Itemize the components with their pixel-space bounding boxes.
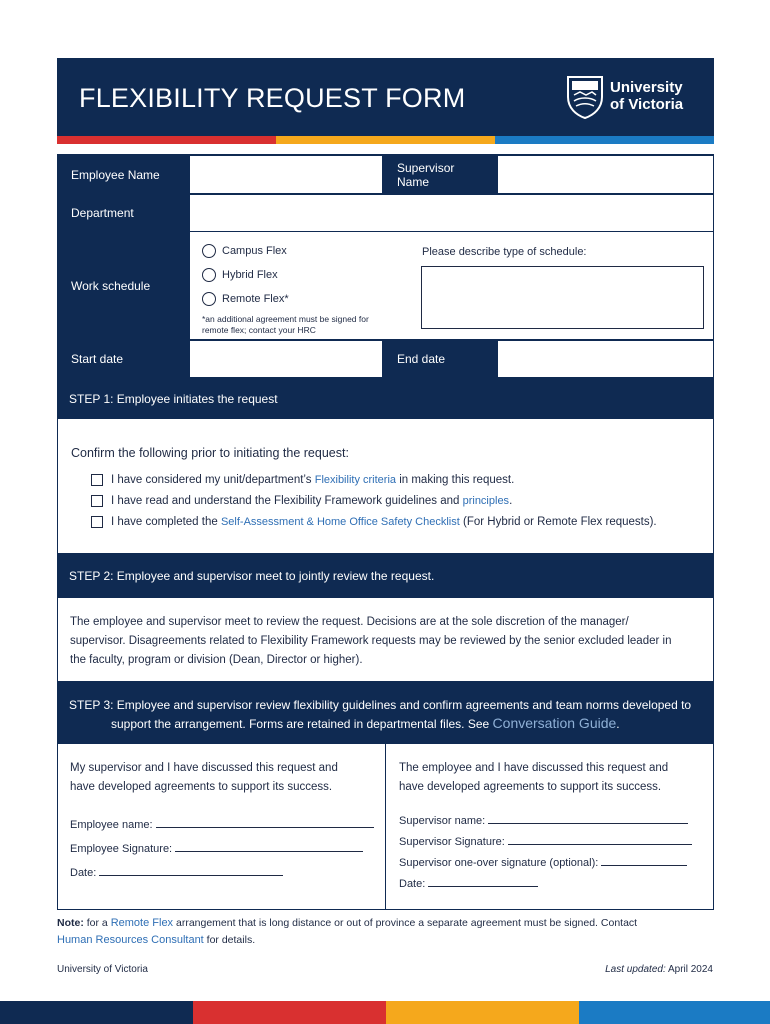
start-date-field[interactable] [190, 340, 383, 378]
supervisor-signature-signline[interactable]: Supervisor Signature: [399, 835, 692, 848]
department-label: Department [57, 194, 190, 232]
remote-flex-note: *an additional agreement must be signed for remote flex; contact your HRC [202, 314, 369, 335]
end-date-label: End date [383, 340, 498, 378]
step1-panel [57, 419, 714, 553]
remote-flex-note-footer: Note: for a Remote Flex arrangement that is long distance or out of province a separate agreement must be signed. Contact Human Resources Consultant for details. [57, 917, 638, 946]
flexibility-criteria-link[interactable]: Flexibility criteria [314, 474, 397, 487]
employee-signature-signline[interactable]: Employee Signature: [70, 842, 363, 855]
hr-consultant-link[interactable]: Human Resources Consultant [57, 934, 204, 946]
work-schedule-area [190, 232, 714, 340]
work-schedule-label: Work schedule [57, 232, 190, 340]
uvic-shield-icon [566, 75, 604, 119]
university-logo [566, 75, 690, 121]
framework-guidelines-checkbox[interactable] [91, 495, 103, 507]
step1-header: STEP 1: Employee initiates the request [57, 378, 714, 419]
describe-schedule-field[interactable] [421, 266, 704, 329]
principles-link[interactable]: principles [462, 495, 510, 508]
self-assessment-link[interactable]: Self-Assessment & Home Office Safety Checklist [220, 516, 460, 529]
form-header [57, 58, 714, 136]
checklist-item[interactable]: I have considered my unit/department’s Flexibility criteria in making this request. [91, 474, 514, 486]
employee-statement: My supervisor and I have discussed this request and have developed agreements to support its success. [70, 762, 338, 793]
header-color-bar [57, 136, 714, 144]
request-form [57, 154, 714, 910]
remote-flex-radio[interactable] [202, 292, 216, 306]
step3-panel [57, 744, 714, 910]
one-over-signature-signline[interactable]: Supervisor one-over signature (optional): [399, 856, 687, 869]
hybrid-flex-option[interactable]: Hybrid Flex [202, 268, 278, 282]
employee-date-signline[interactable]: Date: [70, 866, 283, 879]
footer-color-bar [0, 1001, 770, 1024]
checklist-item[interactable]: I have read and understand the Flexibility Framework guidelines and principles. [91, 495, 512, 507]
footer-org: University of Victoria [57, 964, 148, 975]
page-title: FLEXIBILITY REQUEST FORM [79, 83, 466, 113]
step3-header: STEP 3: Employee and supervisor review flexibility guidelines and confirm agreements and team norms developed to support the arrangement. Forms are retained in departmental files. See Conversation Guide. [57, 681, 714, 744]
supervisor-statement: The employee and I have discussed this request and have developed agreements to support its success. [399, 762, 669, 793]
logo-wordmark: University of Victoria [610, 79, 684, 113]
start-date-label: Start date [57, 340, 190, 378]
employee-name-label: Employee Name [57, 155, 190, 194]
supervisor-name-signline[interactable]: Supervisor name: [399, 814, 688, 827]
hybrid-flex-radio[interactable] [202, 268, 216, 282]
supervisor-name-field[interactable] [498, 155, 714, 194]
campus-flex-option[interactable]: Campus Flex [202, 244, 287, 258]
end-date-field[interactable] [498, 340, 714, 378]
campus-flex-radio[interactable] [202, 244, 216, 258]
remote-flex-option[interactable]: Remote Flex* [202, 292, 289, 306]
supervisor-name-label: Supervisor Name [383, 155, 498, 194]
conversation-guide-link[interactable]: Conversation Guide [492, 715, 617, 731]
department-field[interactable] [190, 194, 714, 232]
supervisor-date-signline[interactable]: Date: [399, 877, 538, 890]
employee-name-field[interactable] [190, 155, 383, 194]
signature-divider [385, 744, 386, 910]
footer-updated: Last updated: April 2024 [605, 964, 713, 975]
flexibility-criteria-checkbox[interactable] [91, 474, 103, 486]
step2-panel: The employee and supervisor meet to review the request. Decisions are at the sole discretion of the manager/ supervisor. Disagreements related to Flexibility Framework requests may be reviewed by the senior excluded leader in the faculty, program or division (Dean, Director or higher). [57, 598, 714, 681]
step2-header: STEP 2: Employee and supervisor meet to jointly review the request. [57, 553, 714, 598]
describe-schedule-label: Please describe type of schedule: [422, 246, 587, 258]
employee-name-signline[interactable]: Employee name: [70, 818, 374, 831]
self-assessment-checkbox[interactable] [91, 516, 103, 528]
checklist-item[interactable]: I have completed the Self-Assessment & Home Office Safety Checklist (For Hybrid or Remote Flex requests). [91, 516, 657, 528]
step1-intro: Confirm the following prior to initiating the request: [71, 446, 349, 460]
remote-flex-link[interactable]: Remote Flex [110, 917, 174, 929]
